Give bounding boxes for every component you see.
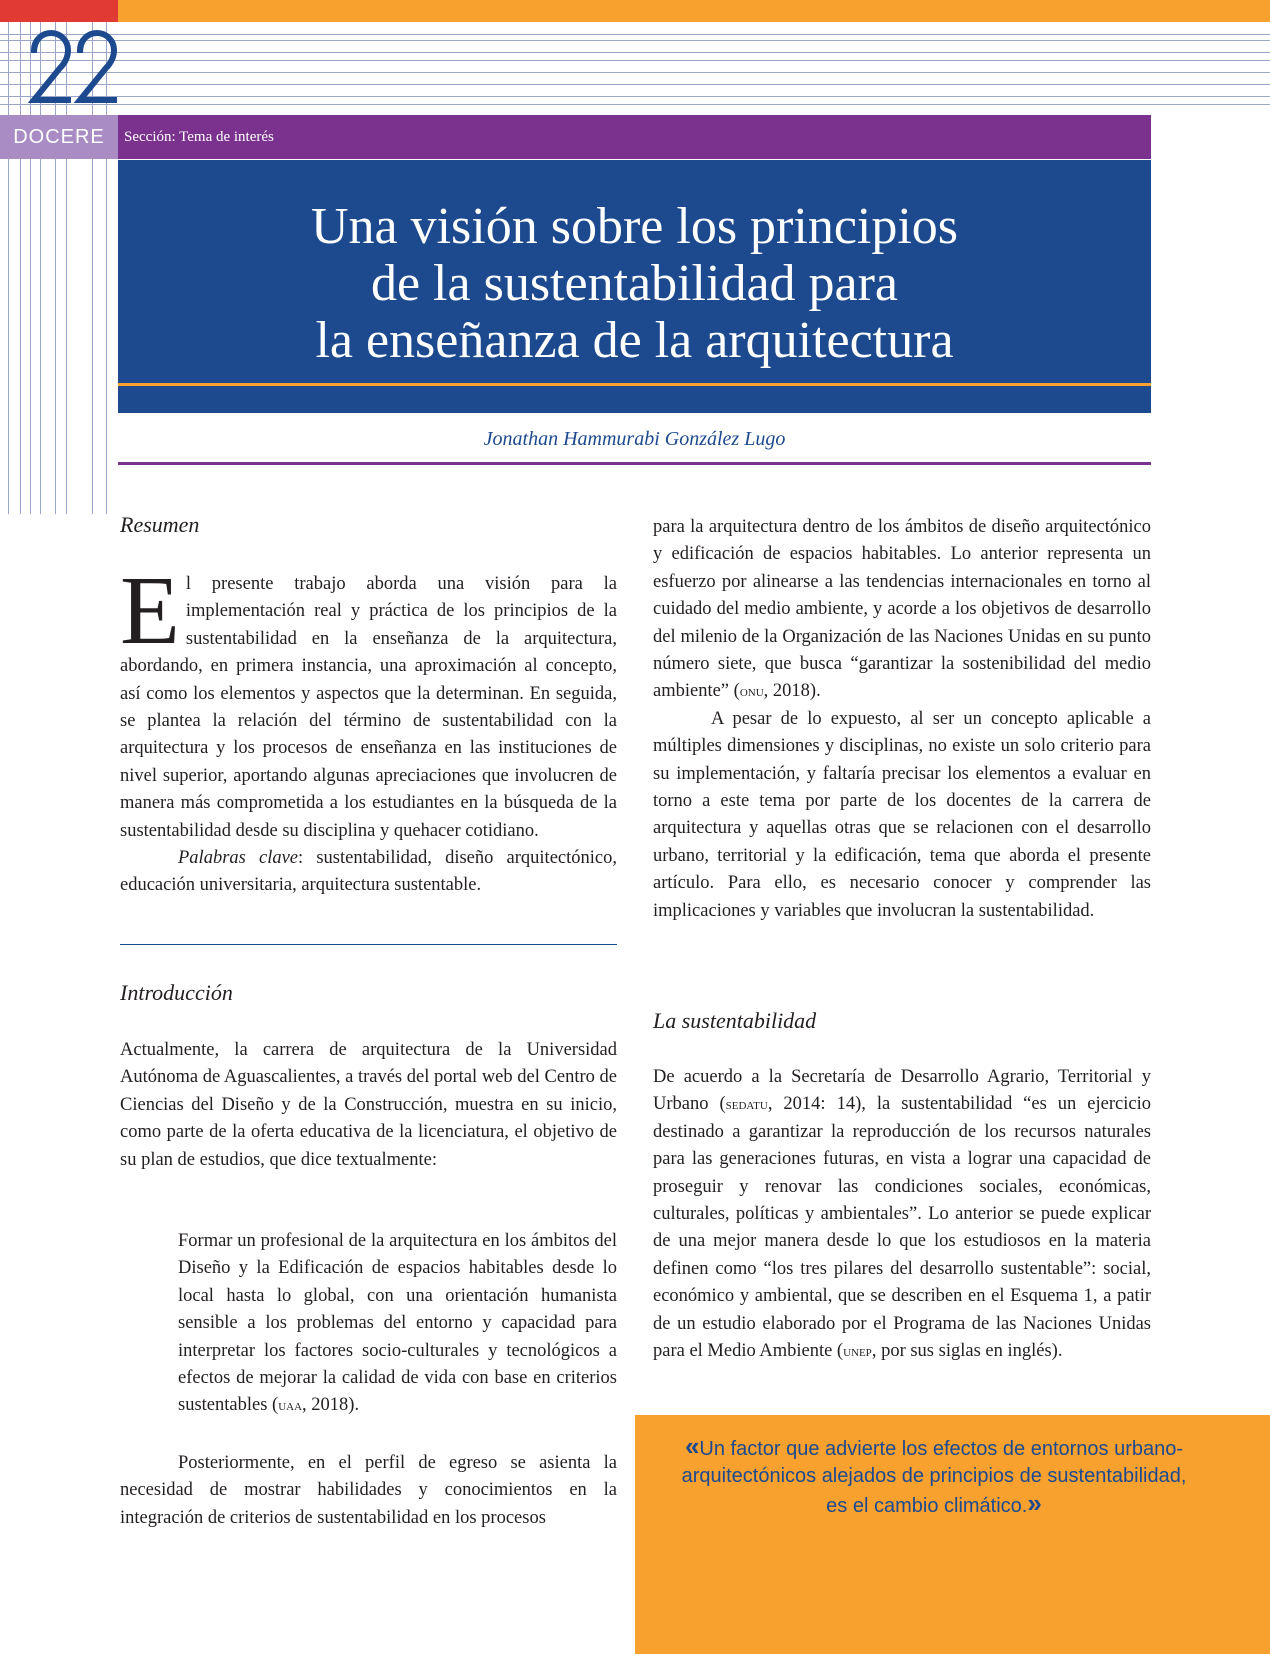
drop-cap: E (120, 557, 180, 665)
section-label: Sección: Tema de interés (118, 115, 1151, 159)
resumen-heading: Resumen (120, 512, 200, 537)
sust-text-b: , 2014: 14), la sustentabilidad “es un ejercicio destinado a garantizar la reproducción de los recursos naturales para las generaciones futuras, en vista a lograr una capacidad de proseguir y renovar las condiciones sociales, económicas, culturales, políticas y ambientales”. Lo anterior se puede explicar de una mejor manera desde lo que los estudiosos en la materia definen como “los tres pilares del desarrollo sustentable”: social, económico y ambiental, que se describen en el Esquema 1, a patir de un estudio elaborado por el Programa de las Naciones Unidas para el Medio Ambiente ( (653, 1094, 1151, 1362)
sust-text-c: , por sus siglas en inglés). (871, 1341, 1063, 1362)
top-bar-orange (118, 0, 1270, 22)
resumen-block (120, 557, 617, 900)
title-block (118, 160, 1151, 413)
sustentabilidad-paragraph (653, 1064, 1151, 1365)
quote-end: , 2018). (302, 1395, 360, 1416)
keywords-text: : sustentabilidad, diseño arquitectónico, educación universitaria, arquitectura sustentable. (120, 848, 617, 896)
quote-close-icon: » (1027, 1488, 1042, 1518)
intro-paragraph (120, 1037, 617, 1174)
resumen-paragraph (120, 557, 617, 845)
intro-text: Actualmente, la carrera de arquitectura de la Universidad Autónoma de Aguascalientes, a través del portal web del Centro de Ciencias del Diseño y de la Construcción, muestra en su inicio, como parte de la oferta educativa de la licenciatura, el objetivo de su plan de estudios, que dice textualmente: (120, 1040, 617, 1170)
resumen-divider (120, 944, 617, 945)
pull-quote (669, 1433, 1199, 1520)
right-column-top (653, 514, 1151, 925)
continuation-citation: onu (739, 683, 764, 701)
author-name: Jonathan Hammurabi González Lugo (483, 428, 786, 450)
quote-citation: uaa (278, 1397, 303, 1415)
title-line-1: Una visión sobre los principios (310, 198, 959, 255)
quote-open-icon: « (684, 1431, 700, 1461)
sustentabilidad-heading: La sustentabilidad (653, 1008, 817, 1033)
author-rule (118, 462, 1151, 465)
pull-quote-box (635, 1415, 1270, 1654)
sust-text-a: De acuerdo a la Secretaría de Desarrollo Agrario, Territorial y Urbano ( (653, 1067, 1151, 1115)
resumen-text: l presente trabajo aborda una visión para la implementación real y práctica de los principios de la sustentabilidad en la enseñanza de la arquitectura, abordando, en primera instancia, una aproximación al concepto, así como los elementos y aspectos que la determinan. En seguida, se plantea la relación del término de sustentabilidad con la arquitectura y los procesos de enseñanza en las instituciones de nivel superior, aportando algunas apreciaciones que involucren de manera más comprometida a los estudiantes en la búsqueda de la sustentabilidad desde su disciplina y quehacer cotidiano. (120, 574, 617, 841)
article-title (118, 198, 1151, 369)
quote-text: Formar un profesional de la arquitectura en los ámbitos del Diseño y la Edificación de espacios habitables desde lo local hasta lo global, con una orientación humanista sensible a los problemas del entorno y capacidad para interpretar los factores socio-culturales y tecnológicos a efectos de mejorar la calidad de vida con base en criterios sustentables ( (178, 1231, 617, 1416)
title-underline (118, 383, 1151, 386)
sust-citation-2: unep (843, 1343, 872, 1361)
title-line-2: de la sustentabilidad para (370, 255, 899, 312)
keywords-paragraph (120, 845, 617, 900)
block-quote (178, 1228, 617, 1420)
second-paragraph: A pesar de lo expuesto, al ser un concepto aplicable a múltiples dimensiones y disciplinas, no existe un solo criterio para su implementación, y faltaría precisar los elementos a evaluar en torno a este tema por parte de los docentes de la carrera de arquitectura y aquellas otras que se relacionen con el desarrollo urbano, territorial y la edificación, tema que aborda el presente artículo. Para ello, es necesario conocer y comprender las implicaciones y variables que involucran la sustentabilidad. (653, 708, 1151, 921)
page-number (28, 24, 123, 114)
sust-citation-1: sedatu (725, 1096, 768, 1114)
continuation-end: , 2018). (763, 681, 821, 702)
post-text: Posteriormente, en el perfil de egreso se asienta la necesidad de mostrar habilidades y conocimientos en la integración de criterios de sustentabilidad en los procesos (120, 1453, 617, 1528)
title-line-3: la enseñanza de la arquitectura (315, 312, 954, 369)
introduccion-heading: Introducción (120, 980, 233, 1005)
post-paragraph (120, 1450, 617, 1532)
top-bar-red (0, 0, 118, 22)
page-number-graphic (28, 24, 123, 114)
journal-name: DOCERE (0, 115, 118, 159)
continuation-paragraph (653, 514, 1151, 706)
keywords-label: Palabras clave (178, 848, 299, 869)
pull-quote-text: Un factor que advierte los efectos de entornos urbano-arquitectónicos alejados de principios de sustentabilidad, es el cambio climático. (681, 1438, 1187, 1517)
continuation-text: para la arquitectura dentro de los ámbitos de diseño arquitectónico y edificación de espacios habitables. Lo anterior representa un esfuerzo por alinearse a las tendencias internacionales en torno al cuidado del medio ambiente, y acorde a los objetivos de desarrollo del milenio de la Organización de las Naciones Unidas en su punto número siete, que busca “garantizar la sostenibilidad del medio ambiente” ( (653, 517, 1151, 702)
